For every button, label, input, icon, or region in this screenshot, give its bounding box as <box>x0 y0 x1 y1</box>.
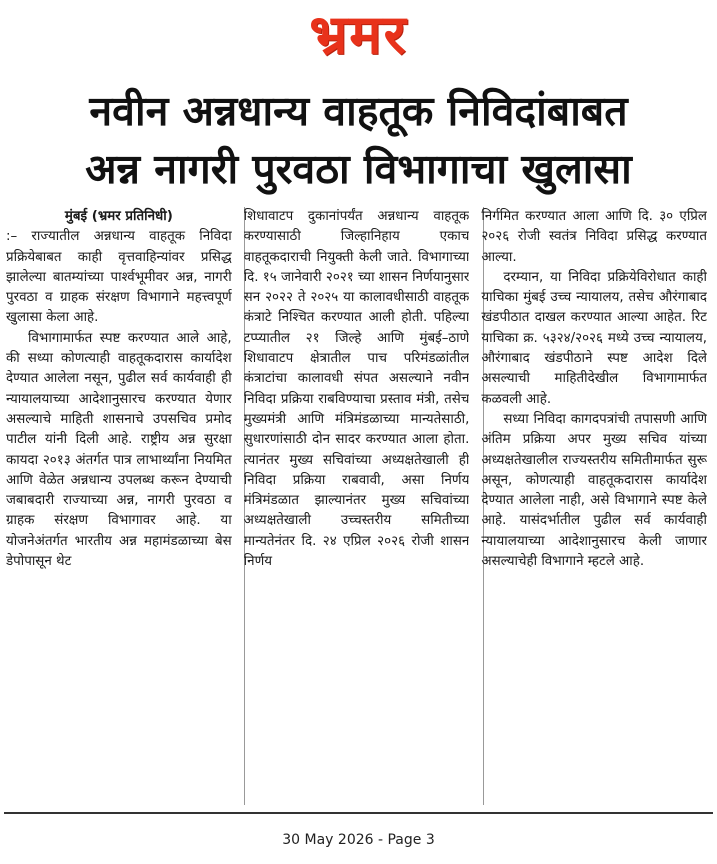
article-body <box>6 207 707 805</box>
dateline: मुंबई (भ्रमर प्रतिनिधी) <box>64 209 173 224</box>
headline <box>0 82 717 198</box>
article-column-1 <box>6 207 232 805</box>
footer-divider <box>4 812 713 814</box>
article-column-3 <box>481 207 707 805</box>
masthead <box>0 0 717 78</box>
page-date-label: 30 May 2026 - Page 3 <box>282 832 435 848</box>
newspaper-logo: भ्रमर <box>309 3 408 66</box>
article-paragraph: विभागामार्फत स्पष्ट करण्यात आले आहे, की सध्या कोणत्याही वाहतूकदारास कार्यादेश देण्यात आलेला नसून, पुढील सर्व कार्यवाही ही न्यायालयाच्या आदेशानुसारच करण्यात येणार असल्याचे माहिती शासनाचे उपसचिव प्रमोद पाटील यांनी दिली आहे. राष्ट्रीय अन्न सुरक्षा कायदा २०१३ अंतर्गत पात्र लाभार्थ्यांना नियमित आणि वेळेत अन्नधान्य उपलब्ध करून देण्याची जबाबदारी राज्याच्या अन्न, नागरी पुरवठा व ग्राहक संरक्षण विभागावर आहे. या योजनेअंतर्गत भारतीय अन्न महामंडळाच्या बेस डेपोपासून थेट <box>6 330 232 570</box>
article-paragraph: सध्या निविदा कागदपत्रांची तपासणी आणि अंतिम प्रक्रिया अपर मुख्य सचिव यांच्या अध्यक्षतेखालील राज्यस्तरीय समितीमार्फत सुरू असून, कोणत्याही वाहतूकदारास कार्यादेश देण्यात आलेला नाही, असे विभागाने स्पष्ट केले आहे. यासंदर्भातील पुढील सर्व कार्यवाही न्यायालयाच्या आदेशानुसारच केली जाणार असल्याचेही विभागाने म्हटले आहे. <box>481 411 708 570</box>
article-paragraph: दरम्यान, या निविदा प्रक्रियेविरोधात काही याचिका मुंबई उच्च न्यायालय, तसेच औरंगाबाद खंडपीठात दाखल करण्यात आल्या आहेत. रिट याचिका क्र. ५३२४/२०२६ मध्ये उच्च न्यायालय, औरंगाबाद खंडपीठाने स्पष्ट आदेश दिले असल्याची माहितीदेखील विभागामार्फत कळवली आहे. <box>481 269 708 407</box>
article-paragraph: निर्गमित करण्यात आला आणि दि. ३० एप्रिल २०२६ रोजी स्वतंत्र निविदा प्रसिद्ध करण्यात आल्या. <box>481 209 708 265</box>
page-footer <box>0 830 717 850</box>
article-paragraph: शिधावाटप दुकानांपर्यंत अन्नधान्य वाहतूक करण्यासाठी जिल्हानिहाय एकाच वाहतूकदाराची नियुक्ती केली जाते. विभागाच्या दि. १५ जानेवारी २०२१ च्या शासन निर्णयानुसार सन २०२२ ते २०२५ या कालावधीसाठी वाहतूक कंत्राटे निश्चित करण्यात आली होती. पहिल्या टप्प्यातील २१ जिल्हे आणि मुंबई–ठाणे शिधावाटप क्षेत्रातील पाच परिमंडळांतील कंत्राटांचा कालावधी संपत असल्याने नवीन निविदा प्रक्रिया राबविण्याचा प्रस्ताव मंत्री, तसेच मुख्यमंत्री आणि मंत्रिमंडळाच्या मान्यतेसाठी, सुधारणांसाठी दोन सादर करण्यात आला होता. त्यानंतर मुख्य सचिवांच्या अध्यक्षतेखाली ही निविदा प्रक्रिया राबवावी, असा निर्णय मंत्रिमंडळात झाल्यानंतर मुख्य सचिवांच्या अध्यक्षतेखाली उच्चस्तरीय समितीच्या मान्यतेनंतर दि. २४ एप्रिल २०२६ रोजी शासन निर्णय <box>243 209 470 570</box>
article-paragraph: :– राज्यातील अन्नधान्य वाहतूक निविदा प्रक्रियेबाबत काही वृत्तवाहिन्यांवर प्रसिद्ध झालेल्या बातम्यांच्या पार्श्वभूमीवर अन्न, नागरी पुरवठा व ग्राहक संरक्षण विभागाने महत्त्वपूर्ण खुलासा केला आहे. <box>6 229 232 326</box>
headline-line-2: अन्न नागरी पुरवठा विभागाचा खुलासा <box>85 145 632 193</box>
article-column-2 <box>244 207 470 805</box>
headline-line-1: नवीन अन्नधान्य वाहतूक निविदांबाबत <box>89 87 628 135</box>
